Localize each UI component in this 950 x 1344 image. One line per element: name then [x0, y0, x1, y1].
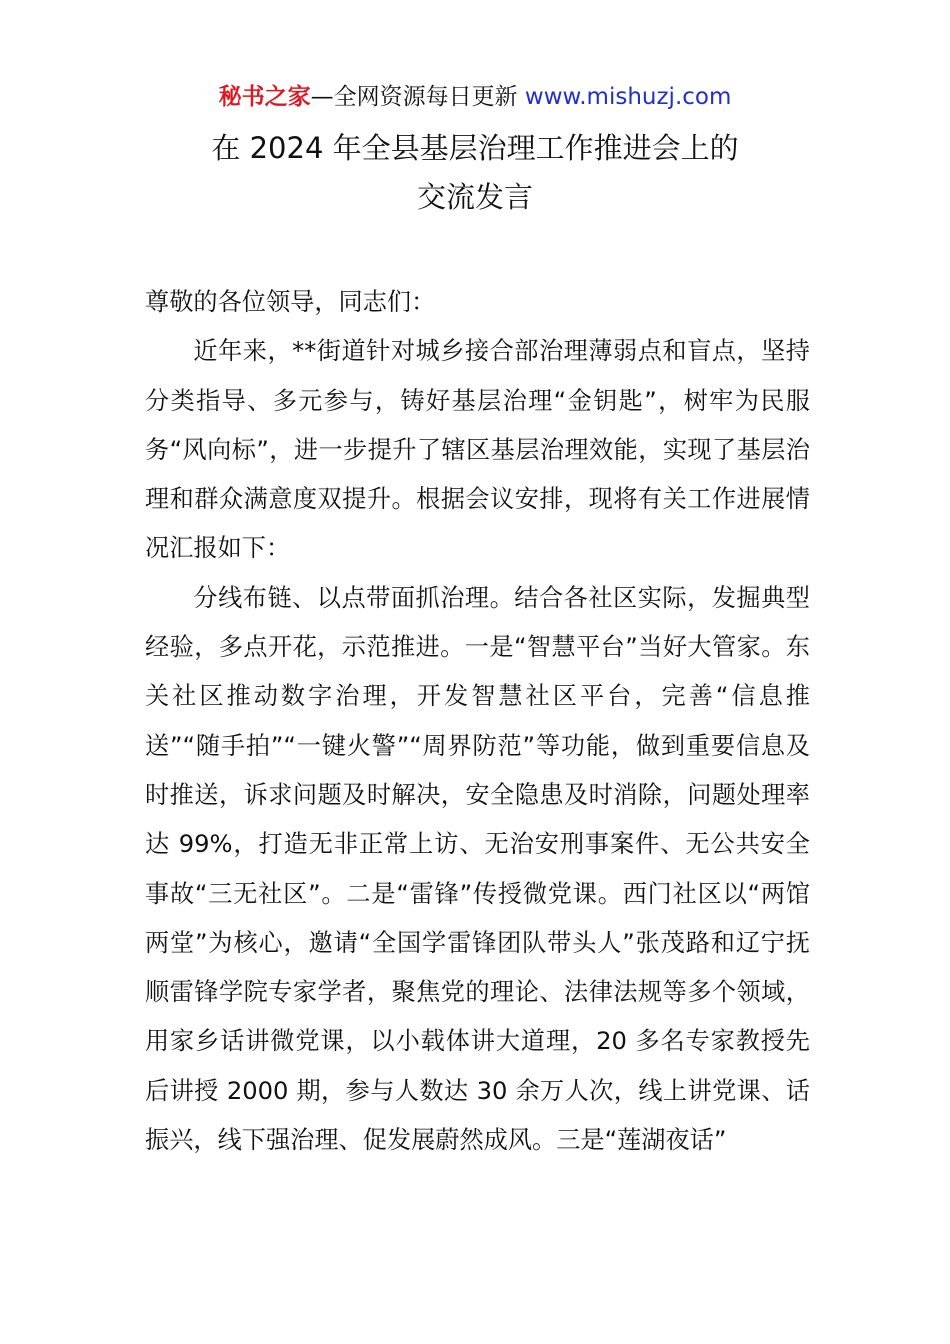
document-title-line1: 在 2024 年全县基层治理工作推进会上的	[211, 131, 739, 165]
site-header	[0, 82, 950, 112]
site-url-link[interactable]: www.mishuzj.com	[524, 84, 732, 110]
paragraph-intro: 近年来，**街道针对城乡接合部治理薄弱点和盲点，坚持分类指导、多元参与，铸好基层治理“金钥匙”，树牢为民服务“风向标”，进一步提升了辖区基层治理效能，实现了基层治理和群众满意度双提升。根据会议安排，现将有关工作进展情况汇报如下：	[145, 337, 810, 563]
site-slogan: —全网资源每日更新	[310, 84, 525, 110]
site-brand: 秘书之家	[218, 84, 311, 110]
paragraph-governance: 分线布链、以点带面抓治理。结合各社区实际，发掘典型经验，多点开花，示范推进。一是“智慧平台”当好大管家。东关社区推动数字治理，开发智慧社区平台，完善“信息推送”“随手拍”“一键火警”“周界防范”等功能，做到重要信息及时推送，诉求问题及时解决，安全隐患及时消除，问题处理率达 99%，打造无非正常上访、无治安刑事案件、无公共安全事故“三无社区”。二是“雷锋”传授微党课。西门社区以“两馆两堂”为核心，邀请“全国学雷锋团队带头人”张茂路和辽宁抚顺雷锋学院专家学者，聚焦党的理论、法律法规等多个领域，用家乡话讲微党课，以小载体讲大道理，20 多名专家教授先后讲授 2000 期，参与人数达 30 余万人次，线上讲党课、话振兴，线下强治理、促发展蔚然成风。三是“莲湖夜话”	[145, 583, 810, 1155]
salutation: 尊敬的各位领导，同志们：	[145, 288, 436, 316]
document-title-line2: 交流发言	[416, 180, 533, 214]
document-body	[145, 278, 810, 1165]
